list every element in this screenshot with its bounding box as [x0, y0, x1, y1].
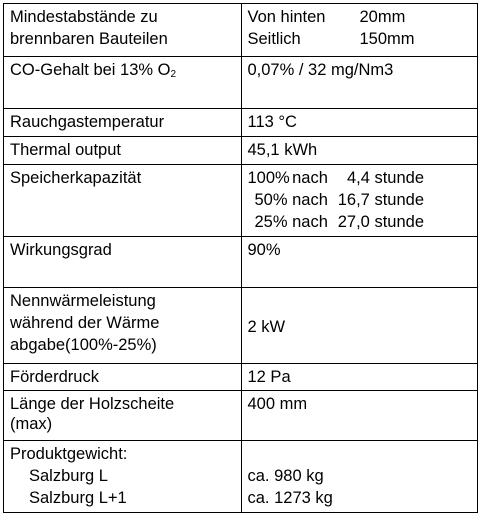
product-weight: ca. 1273 kg	[247, 489, 333, 507]
value-line	[248, 443, 478, 465]
label-line: Länge der Holzscheite	[10, 395, 175, 413]
label-line: Mindestabstände zu	[10, 8, 158, 26]
table-row	[4, 288, 478, 364]
table-row	[4, 4, 478, 57]
product-weight: ca. 980 kg	[247, 467, 324, 485]
value-line: 113 °C	[247, 113, 297, 131]
value-line: 400 mm	[247, 395, 308, 413]
storage-word: nach	[292, 191, 328, 209]
value-cell	[241, 441, 478, 513]
table-row	[4, 237, 478, 288]
table-row	[4, 165, 478, 237]
label-line: Thermal output	[10, 141, 121, 159]
storage-line	[248, 189, 478, 211]
value-line: 45,1 kWh	[247, 141, 318, 159]
storage-line	[248, 211, 478, 233]
label-cell	[4, 4, 242, 57]
label-line: Wirkungsgrad	[10, 241, 112, 259]
distance-name: Seitlich	[247, 30, 301, 48]
table-row	[4, 109, 478, 137]
label-cell	[4, 364, 242, 391]
value-line: 0,07% / 32 mg/Nm3	[247, 61, 394, 79]
storage-word: nach	[292, 213, 328, 231]
distance-value: 150mm	[359, 30, 415, 48]
label-line: abgabe(100%-25%)	[10, 336, 157, 354]
value-cell	[241, 4, 478, 57]
value-cell	[241, 109, 478, 137]
value-line	[248, 28, 478, 50]
storage-hours: 4,4	[346, 169, 370, 187]
storage-percent: 50%	[254, 191, 288, 209]
label-cell	[4, 391, 242, 441]
table-row	[4, 441, 478, 513]
label-line: Speicherkapazität	[10, 169, 142, 187]
value-cell	[241, 391, 478, 441]
storage-hours: 27,0	[337, 213, 370, 231]
storage-percent: 25%	[254, 213, 288, 231]
value-cell	[241, 288, 478, 364]
storage-word: nach	[292, 169, 328, 187]
distance-name: Von hinten	[247, 8, 326, 26]
storage-unit: stunde	[374, 191, 425, 209]
storage-line	[248, 167, 478, 189]
storage-percent: 100%	[247, 169, 290, 187]
value-cell	[241, 364, 478, 391]
value-cell	[241, 237, 478, 288]
table-row	[4, 137, 478, 165]
label-cell	[4, 109, 242, 137]
co-label-subscript: 2	[170, 69, 177, 80]
product-name: Salzburg L	[29, 467, 108, 485]
value-line	[248, 6, 478, 28]
label-line	[10, 59, 241, 81]
table-row	[4, 57, 478, 109]
value-cell	[241, 137, 478, 165]
storage-unit: stunde	[374, 169, 425, 187]
label-line: brennbaren Bauteilen	[10, 30, 168, 48]
value-line: 2 kW	[247, 317, 286, 336]
label-cell	[4, 288, 242, 364]
label-line: Rauchgastemperatur	[10, 113, 165, 131]
product-name: Salzburg L+1	[29, 489, 127, 507]
value-cell	[241, 57, 478, 109]
co-label: CO-Gehalt bei 13% O	[10, 61, 171, 79]
label-line: Nennwärmeleistung	[10, 292, 156, 310]
value-cell	[241, 165, 478, 237]
label-cell	[4, 137, 242, 165]
value-line: 90%	[247, 241, 281, 259]
label-line: Produktgewicht:	[10, 445, 128, 463]
table-row	[4, 391, 478, 441]
label-line: Förderdruck	[10, 368, 99, 386]
label-cell	[4, 441, 242, 513]
storage-unit: stunde	[374, 213, 425, 231]
table-row	[4, 364, 478, 391]
spec-table	[3, 3, 478, 513]
label-line: (max)	[10, 415, 53, 433]
value-line: 12 Pa	[247, 368, 291, 386]
distance-value: 20mm	[359, 8, 406, 26]
label-line: während der Wärme	[10, 314, 160, 332]
label-cell	[4, 57, 242, 109]
label-cell	[4, 165, 242, 237]
storage-hours: 16,7	[337, 191, 370, 209]
label-cell	[4, 237, 242, 288]
